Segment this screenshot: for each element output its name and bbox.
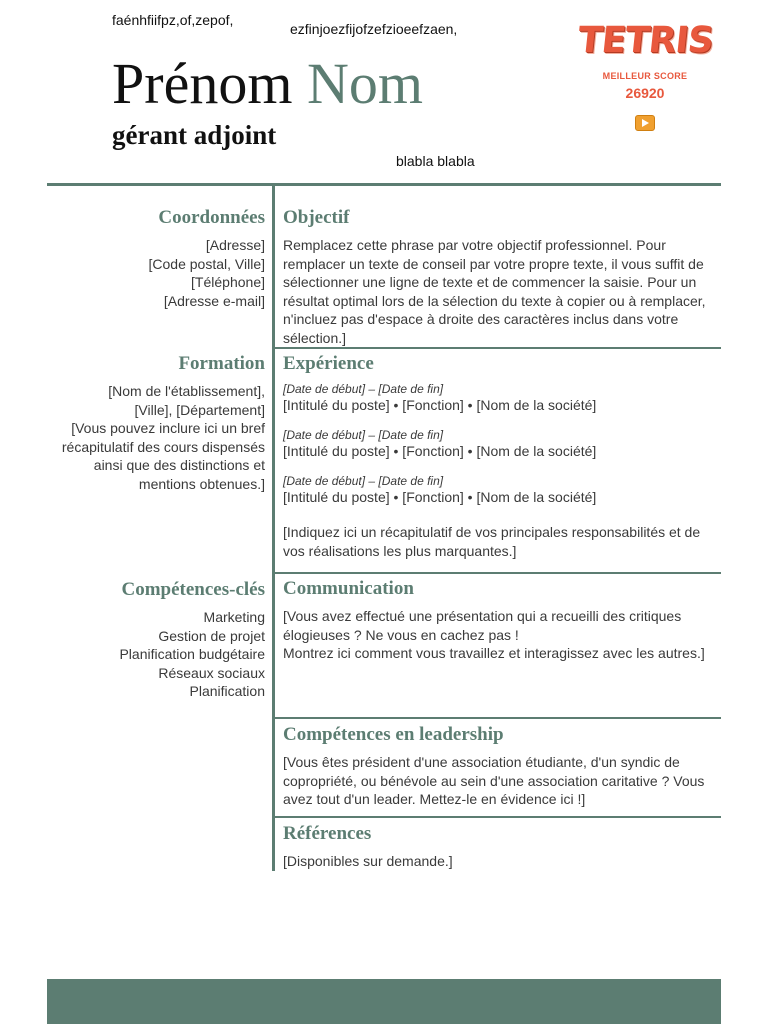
section-divider	[275, 347, 721, 349]
leadership-text: [Vous êtes président d'une association étudiante, d'un syndic de copropriété, ou bénévole au sein d'une association caritative ? Vous avez tout d'un leader. Mettez-le en évidence ici !]	[283, 754, 705, 807]
objective-section	[283, 206, 721, 347]
last-name: Nom	[306, 51, 423, 116]
contact-heading: Coordonnées	[158, 207, 265, 228]
education-section	[40, 352, 265, 493]
education-line: [Nom de l'établissement],	[108, 383, 265, 399]
skills-section	[40, 578, 265, 701]
header-divider	[47, 183, 721, 186]
education-line: [Ville], [Département]	[134, 401, 265, 418]
footer-bar	[47, 979, 721, 1024]
experience-dates: [Date de début] – [Date de fin]	[283, 474, 444, 488]
column-divider	[272, 183, 275, 871]
communication-heading: Communication	[283, 578, 414, 599]
leadership-heading: Compétences en leadership	[283, 724, 504, 745]
best-score-label: MEILLEUR SCORE	[602, 71, 688, 81]
experience-dates: [Date de début] – [Date de fin]	[283, 428, 444, 442]
play-icon[interactable]	[635, 115, 655, 131]
full-name	[112, 48, 423, 120]
education-heading: Formation	[178, 353, 265, 374]
skill-item: Gestion de projet	[158, 627, 265, 644]
section-divider	[275, 816, 721, 818]
header-note-center: ezfinjoezfijofzefzioeefzaen,	[290, 21, 458, 37]
experience-summary: [Indiquez ici un récapitulatif de vos principales responsabilités et de vos réalisations les plus marquantes.]	[283, 524, 701, 559]
section-divider	[275, 572, 721, 574]
education-line: ainsi que des distinctions et	[93, 457, 265, 473]
job-title: gérant adjoint	[112, 120, 277, 150]
skill-item: Planification budgétaire	[119, 646, 265, 662]
communication-section	[283, 577, 721, 663]
objective-heading: Objectif	[283, 207, 350, 228]
skill-item: Réseaux sociaux	[158, 664, 265, 681]
tetris-widget[interactable]	[560, 20, 730, 136]
experience-entry	[283, 382, 721, 414]
contact-section	[40, 206, 265, 310]
experience-heading: Expérience	[283, 353, 374, 374]
education-line: [Vous pouvez inclure ici un bref	[71, 420, 265, 436]
header-note-right: blabla blabla	[396, 153, 475, 169]
communication-text-2: Montrez ici comment vous travaillez et interagissez avec les autres.]	[283, 645, 705, 661]
education-line: mentions obtenues.]	[138, 475, 265, 492]
education-line: récapitulatif des cours dispensés	[61, 438, 265, 455]
skills-heading: Compétences-clés	[121, 579, 265, 600]
communication-text: [Vous avez effectué une présentation qui a recueilli des critiques élogieuses ? Ne vous en cachez pas !	[283, 608, 682, 643]
experience-entry	[283, 428, 721, 460]
experience-entry	[283, 474, 721, 506]
skill-item: Planification	[189, 683, 265, 699]
best-score-value: 26920	[625, 85, 665, 101]
contact-postal: [Code postal, Ville]	[148, 255, 265, 272]
references-heading: Références	[283, 823, 372, 844]
section-divider	[275, 717, 721, 719]
experience-section	[283, 352, 721, 560]
contact-address: [Adresse]	[205, 237, 265, 253]
contact-email: [Adresse e-mail]	[163, 292, 265, 309]
experience-role: [Intitulé du poste] • [Fonction] • [Nom de la société]	[283, 397, 597, 413]
experience-role: [Intitulé du poste] • [Fonction] • [Nom de la société]	[283, 443, 597, 459]
references-text: [Disponibles sur demande.]	[283, 853, 453, 869]
tetris-logo: TETRIS	[575, 20, 715, 61]
objective-text: Remplacez cette phrase par votre objectif professionnel. Pour remplacer un texte de conseil par votre propre texte, il vous suffit de sélectionner une ligne de texte et de commencer la saisie. Pour un résultat optimal lors de la sélection du texte à copier ou à remplacer, n'incluez pas d'espace à droite des caractères inclus dans votre sélection.]	[283, 237, 706, 346]
first-name: Prénom	[112, 51, 293, 116]
contact-phone: [Téléphone]	[191, 274, 265, 290]
experience-role: [Intitulé du poste] • [Fonction] • [Nom de la société]	[283, 489, 597, 505]
leadership-section	[283, 723, 721, 809]
experience-dates: [Date de début] – [Date de fin]	[283, 382, 444, 396]
skill-item: Marketing	[203, 609, 265, 625]
header-note-left: faénhfiifpz,of,zepof,	[112, 12, 234, 28]
references-section	[283, 822, 721, 871]
